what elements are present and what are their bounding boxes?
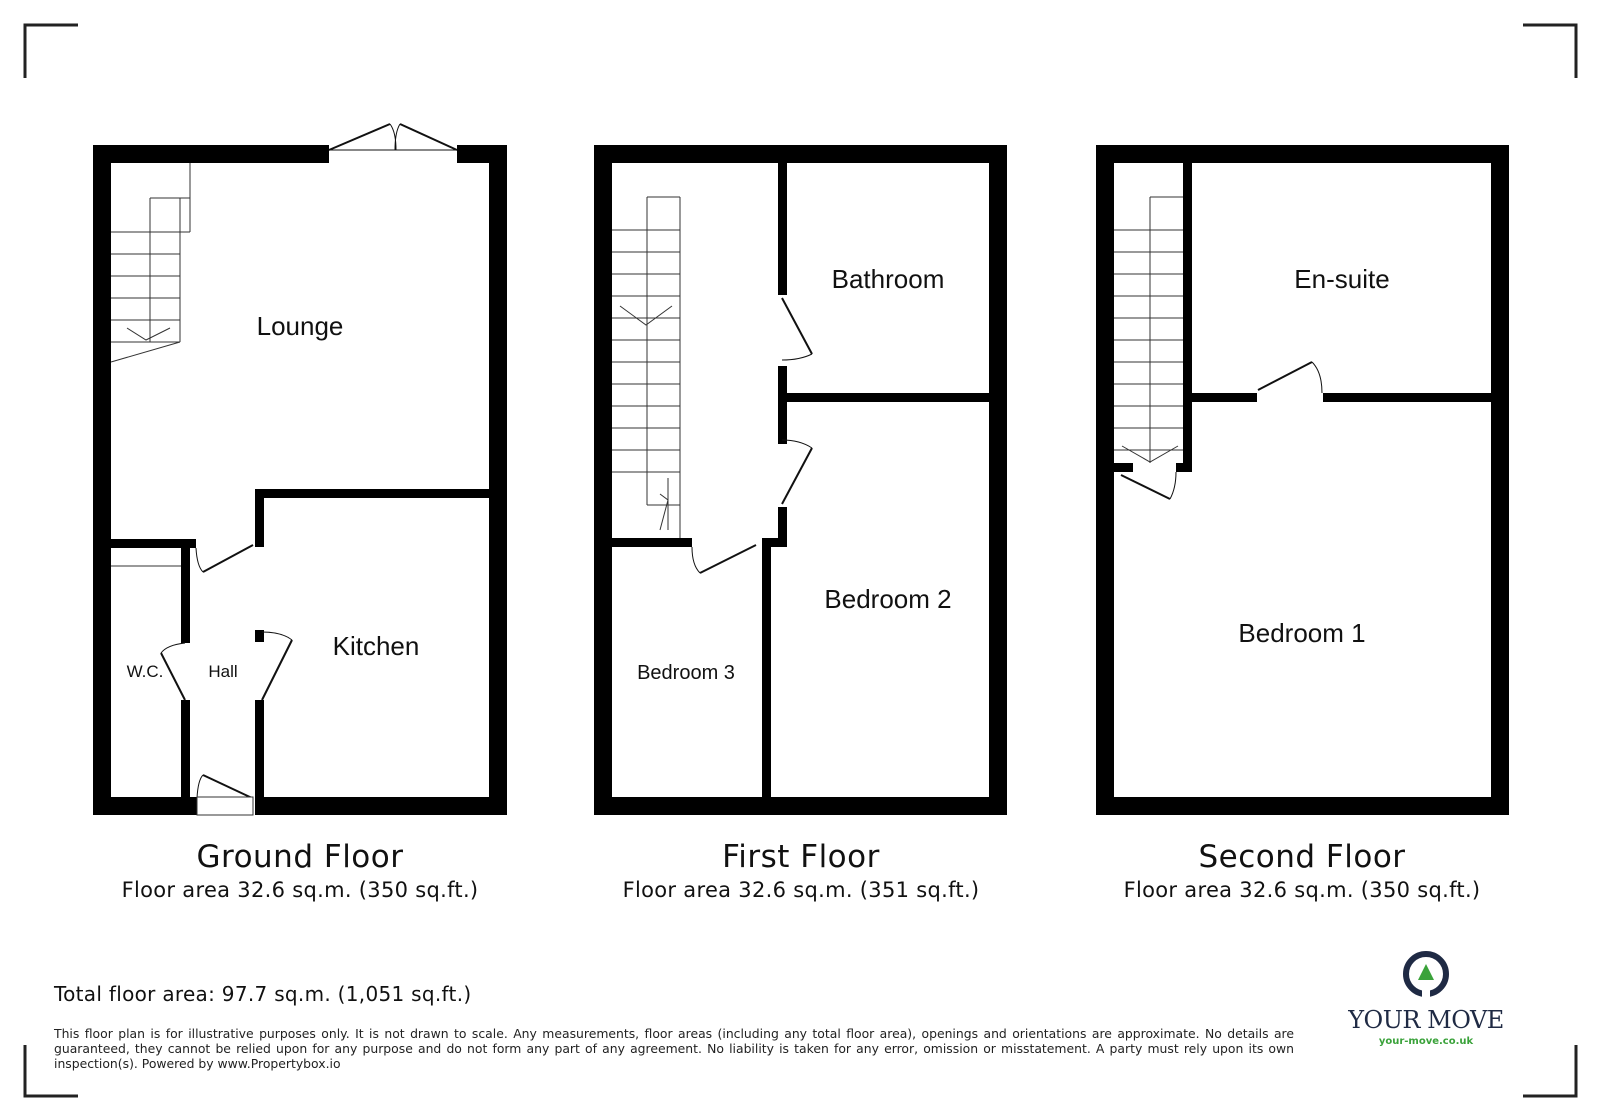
room-bedroom-3: Bedroom 3: [637, 662, 735, 684]
ground-floor-plan: [93, 124, 507, 815]
second-floor-caption: [1092, 838, 1512, 902]
location-pin-icon: [1400, 950, 1452, 1000]
room-bathroom: Bathroom: [831, 264, 945, 294]
first-floor-plan: [594, 145, 1007, 815]
disclaimer-text: This floor plan is for illustrative purposes only. It is not drawn to scale. Any measurements, floor areas (including any total floor area), openings and orientations are approximate. No details are guaranteed, they cannot be relied upon for any purpose and do not form any part of any agreement. No liability is taken for any error, omission or misstatement. A party must rely upon its own inspection(s). Powered by www.Propertybox.io: [54, 1026, 1294, 1071]
room-en-suite: En-suite: [1294, 264, 1390, 294]
room-lounge: Lounge: [256, 311, 344, 341]
floor-area: Floor area 32.6 sq.m. (351 sq.ft.): [622, 878, 980, 902]
total-floor-area: Total floor area: 97.7 sq.m. (1,051 sq.ft.): [54, 982, 472, 1006]
room-labels: [127, 264, 1390, 684]
crop-marks: [25, 25, 1576, 1096]
ground-floor-caption: [90, 838, 510, 902]
first-floor-caption: [591, 838, 1011, 902]
brand-name: YOUR MOVE: [1348, 1006, 1504, 1034]
floor-area: Floor area 32.6 sq.m. (350 sq.ft.): [121, 878, 479, 902]
brand-url: your-move.co.uk: [1378, 1036, 1474, 1047]
room-wc: W.C.: [126, 662, 164, 681]
room-kitchen: Kitchen: [332, 631, 420, 661]
floor-area: Floor area 32.6 sq.m. (350 sq.ft.): [1123, 878, 1481, 902]
second-floor-plan: [1096, 145, 1509, 815]
brand-logo: [1342, 950, 1510, 1047]
room-bedroom-2: Bedroom 2: [824, 584, 952, 614]
room-hall: Hall: [208, 662, 238, 681]
floor-title: Second Floor: [1198, 839, 1406, 875]
room-bedroom-1: Bedroom 1: [1238, 618, 1366, 648]
floor-title: Ground Floor: [196, 839, 404, 875]
floor-title: First Floor: [722, 839, 880, 875]
